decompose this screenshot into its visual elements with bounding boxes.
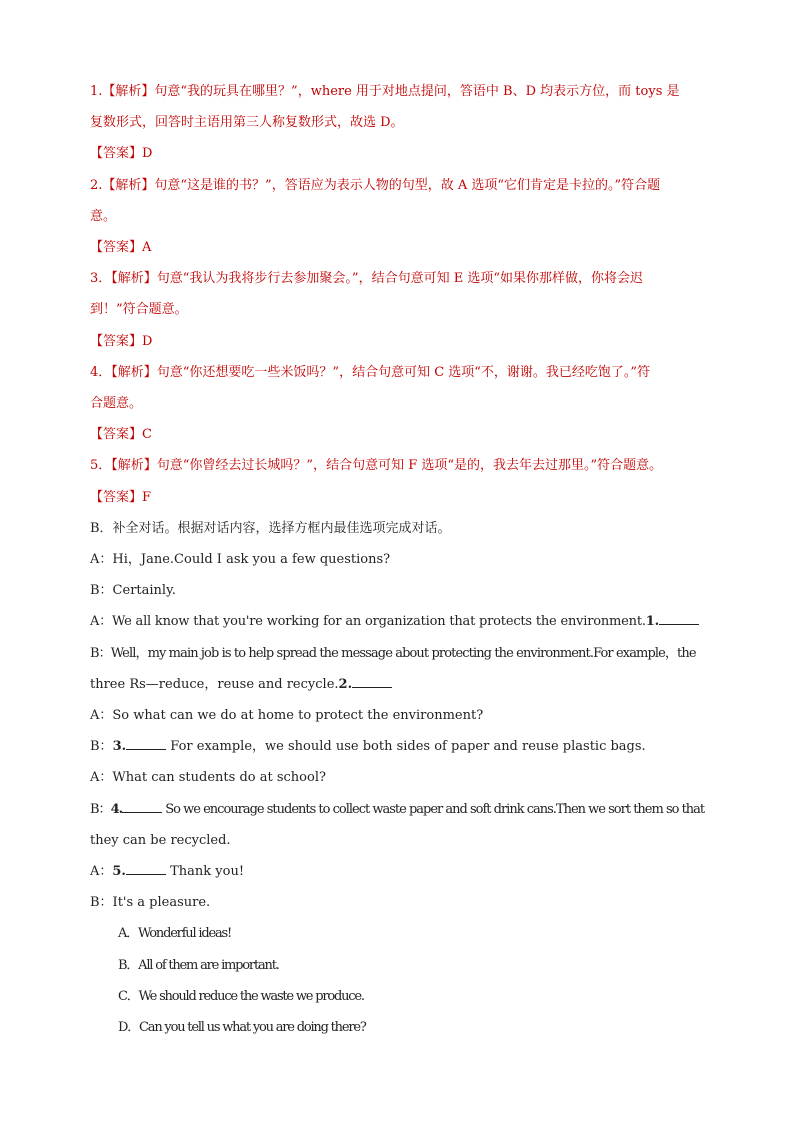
analysis-text-line: 1.【解析】句意“我的玩具在哪里？”，where 用于对地点提问，答语中 B、D 均表示方位，而 toys 是: [90, 84, 680, 99]
dialogue-line: [90, 669, 704, 700]
dialogue-line: [90, 731, 704, 762]
option-b: B．All of them are important.: [118, 957, 279, 973]
dialogue-text: A：We all know that you're working for an organization that protects the environment.: [90, 614, 646, 630]
speaker-label: B：: [90, 801, 111, 817]
answer-blank[interactable]: [352, 675, 392, 688]
answer-label: 【答案】D: [90, 146, 153, 162]
answer-label: 【答案】F: [90, 489, 152, 505]
analysis-item-4: [90, 357, 704, 451]
blank-number: 1.: [645, 614, 659, 630]
dialogue-text: So we encourage students to collect waste paper and soft drink cans.Then we sort them so that: [162, 801, 705, 817]
dialogue-text: three Rs—reduce，reuse and recycle.: [90, 676, 339, 692]
dialogue-text: For example，we should use both sides of paper and reuse plastic bags.: [166, 739, 646, 755]
blank-number: 5.: [112, 864, 126, 880]
section-b: [90, 513, 704, 1043]
speaker-label: B：: [90, 739, 113, 755]
option-c: C．We should reduce the waste we produce.: [118, 988, 364, 1004]
blank-number: 4.: [110, 801, 123, 817]
answer-label: 【答案】C: [90, 427, 152, 443]
analysis-text-line: 意。: [90, 208, 117, 224]
dialogue-line: A：Hi，Jane.Could I ask you a few questions?: [90, 552, 391, 568]
analysis-text-line: 复数形式，回答时主语用第三人称复数形式，故选 D。: [90, 115, 404, 131]
analysis-text-line: 5．【解析】句意“你曾经去过长城吗？”，结合句意可知 F 选项“是的，我去年去过那里。”符合题意。: [90, 458, 663, 474]
speaker-label: A：: [90, 864, 113, 880]
dialogue-line: B：Well，my main job is to help spread the message about protecting the environment.For example，the: [90, 645, 696, 661]
option-d: D．Can you tell us what you are doing there?: [118, 1020, 366, 1036]
dialogue-line: [90, 606, 704, 637]
dialogue-line: B：It's a pleasure.: [90, 895, 211, 911]
dialogue-line: [90, 856, 704, 887]
document-page: [90, 76, 704, 1043]
analysis-item-3: [90, 263, 704, 357]
blank-number: 2.: [338, 676, 353, 692]
analysis-text-line: 到！”符合题意。: [90, 302, 188, 318]
analysis-text-line: 3．【解析】句意“我认为我将步行去参加聚会。”，结合句意可知 E 选项“如果你那样做，你将会迟: [90, 271, 643, 287]
answer-blank[interactable]: [126, 862, 166, 875]
dialogue-line: A：So what can we do at home to protect the environment?: [90, 708, 484, 724]
answer-label: 【答案】D: [90, 333, 153, 349]
answer-blank[interactable]: [122, 800, 162, 813]
options-list: [90, 918, 704, 1043]
option-a: A．Wonderful ideas!: [118, 926, 231, 942]
analysis-text-line: 4．【解析】句意“你还想要吃一些米饭吗？”，结合句意可知 C 选项“不，谢谢。我已经吃饱了。”符: [90, 364, 651, 380]
dialogue-line: they can be recycled.: [90, 832, 231, 848]
analysis-item-1: [90, 76, 704, 170]
answer-label: 【答案】A: [90, 240, 152, 256]
section-instruction: B．补全对话。根据对话内容，选择方框内最佳选项完成对话。: [90, 520, 451, 536]
dialogue-line: A：What can students do at school?: [90, 770, 326, 786]
blank-number: 3.: [112, 739, 127, 755]
analysis-text-line: 2.【解析】句意“这是谁的书？”，答语应为表示人物的句型，故 A 选项“它们肯定是卡拉的。”符合题: [90, 177, 661, 193]
answer-blank[interactable]: [126, 737, 166, 750]
dialogue-line: B：Certainly.: [90, 583, 176, 599]
analysis-text-line: 合题意。: [90, 396, 143, 412]
dialogue-line: [90, 794, 704, 825]
analysis-item-2: [90, 170, 704, 264]
dialogue-text: Thank you!: [165, 864, 245, 880]
answer-blank[interactable]: [659, 612, 699, 625]
analysis-item-5: [90, 450, 704, 512]
